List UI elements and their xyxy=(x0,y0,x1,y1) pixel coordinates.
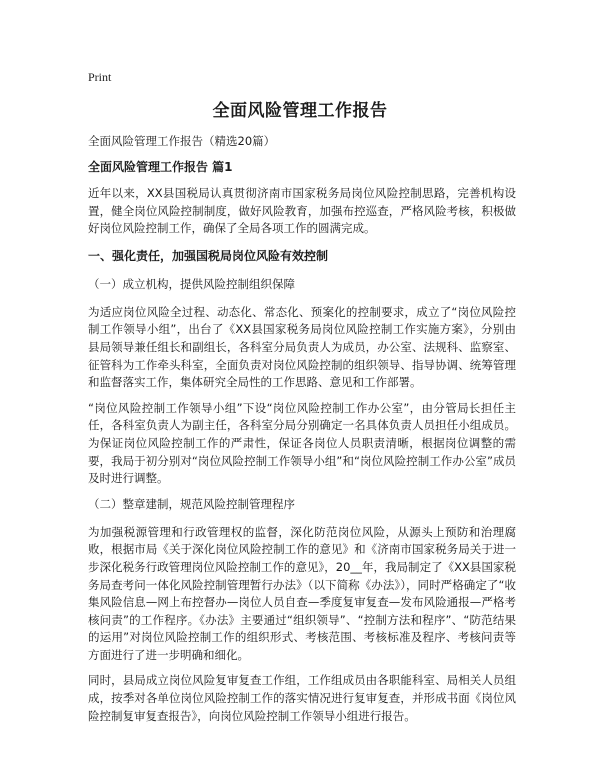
document-subtitle: 全面风险管理工作报告（精选20篇） xyxy=(88,134,276,148)
body-paragraph: 为加强税源管理和行政管理权的监督，深化防范岗位风险，从源头上预防和治理腐败，根据市局《关于深化岗位风险控制工作的意见》和《济南市国家税务局关于进一步深化税务行政管理岗位风险控制工作的意见》，20__年，我局制定了《XX县国家税务局查考问一体化风险控制管理暂行办法》（以下简称《办法》），同时严格确定了“收集风险信息—网上布控督办—岗位人员自查—季度复审复查—发布风险通报—严格考核问责”的工作程序。《办法》主要通过“组织领导”、“控制方法和程序”、“防范结果的运用”对岗位风险控制工作的组织形式、考核范围、考核标准及程序、考核问责等方面进行了进一步明确和细化。 xyxy=(88,524,516,662)
body-paragraph: 同时，县局成立岗位风险复审复查工作组，工作组成员由各职能科室、局相关人员组成，按季对各单位岗位风险控制工作的落实情况进行复审复查，并形成书面《岗位风险控制复审复查报告》，向岗位风险控制工作领导小组进行报告。 xyxy=(88,673,516,723)
body-paragraph: “岗位风险控制工作领导小组”下设“岗位风险控制工作办公室”，由分管局长担任主任，各科室负责人为副主任，各科室分局分别确定一名具体负责人员担任小组成员。为保证岗位风险控制工作的严肃性，保证各岗位人员职责清晰，根据岗位调整的需要，我局于初分别对“岗位风险控制工作领导小组”和“岗位风险控制工作办公室”成员及时进行调整。 xyxy=(88,400,516,486)
body-paragraph: 为适应岗位风险全过程、动态化、常态化、预案化的控制要求，成立了“岗位风险控制工作领导小组”，出台了《XX县国家税务局岗位风险控制工作实施方案》，分别由县局领导兼任组长和副组长，各科室分局负责人为成员，办公室、法规科、监察室、征管科为工作牵头科室，全面负责对岗位风险控制的组织领导、指导协调、统筹管理和监督落实工作，集体研究全局性的工作思路、意见和工作部署。 xyxy=(88,304,516,390)
print-link[interactable]: Print xyxy=(88,70,112,84)
piece-title: 全面风险管理工作报告 篇1 xyxy=(88,160,233,174)
section-heading: 一、强化责任，加强国税局岗位风险有效控制 xyxy=(88,248,329,263)
subsection-heading: （二）整章建制，规范风险控制管理程序 xyxy=(88,496,295,511)
subsection-heading: （一）成立机构，提供风险控制组织保障 xyxy=(88,276,295,291)
document-body xyxy=(88,133,516,733)
intro-paragraph: 近年以来，XX县国税局认真贯彻济南市国家税务局岗位风险控制思路，完善机构设置，健全岗位风险控制制度，做好风险教育，加强布控巡查，严格风险考核，积极做好岗位风险控制工作，确保了全局各项工作的圆满完成。 xyxy=(88,186,516,236)
document-title: 全面风险管理工作报告 xyxy=(212,101,388,121)
